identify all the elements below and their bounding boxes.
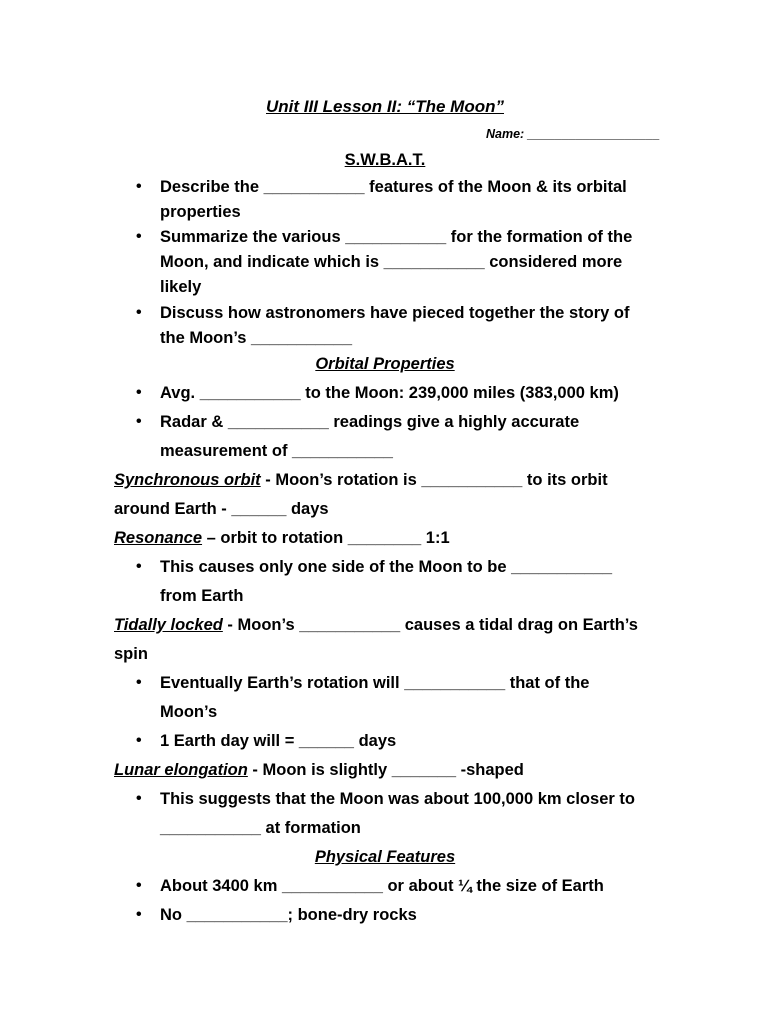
physical-item-1: About 3400 km ___________ or about ¼ the size of Earth: [160, 877, 604, 895]
name-field: Name: ___________________: [486, 127, 660, 141]
resonance-bullet-line-1: This causes only one side of the Moon to be ___________: [160, 558, 613, 576]
lunar-elongation-term: Lunar elongation: [114, 761, 248, 779]
bullet-marker: •: [136, 413, 142, 430]
objective-1-line-2: properties: [160, 203, 241, 221]
orbital-item-1: Avg. ___________ to the Moon: 239,000 miles (383,000 km): [160, 384, 619, 402]
orbital-properties-heading: Orbital Properties: [315, 355, 455, 373]
orbital-item-2-line-1: Radar & ___________ readings give a highly accurate: [160, 413, 580, 431]
tidally-locked-line-2: spin: [114, 645, 148, 663]
elongation-bullet-line-2: ___________ at formation: [160, 819, 361, 837]
page-title: Unit III Lesson II: “The Moon”: [266, 97, 504, 116]
bullet-marker: •: [136, 674, 142, 691]
elongation-bullet-line-1: This suggests that the Moon was about 100,000 km closer to: [160, 790, 635, 808]
objective-3-line-2: the Moon’s ___________: [160, 329, 352, 347]
bullet-marker: •: [136, 877, 142, 894]
bullet-marker: •: [136, 790, 142, 807]
swbat-heading: S.W.B.A.T.: [344, 151, 426, 169]
lunar-elongation-line: Lunar elongation - Moon is slightly _______ -shaped: [114, 761, 524, 779]
bullet-marker: •: [136, 558, 142, 575]
tidally-bullet-2: 1 Earth day will = ______ days: [160, 732, 397, 750]
objective-1-line-1: Describe the ___________ features of the Moon & its orbital: [160, 178, 627, 196]
tidally-bullet-1-line-1: Eventually Earth’s rotation will ___________ that of the: [160, 674, 590, 692]
synchronous-orbit-line-2: around Earth - ______ days: [114, 500, 329, 518]
bullet-marker: •: [136, 304, 142, 321]
objective-2-line-2: Moon, and indicate which is ___________ considered more: [160, 253, 623, 271]
bullet-marker: •: [136, 906, 142, 923]
orbital-item-2-line-2: measurement of ___________: [160, 442, 393, 460]
resonance-bullet-line-2: from Earth: [160, 587, 244, 605]
tidally-locked-term: Tidally locked: [114, 616, 223, 634]
tidally-locked-line-1: Tidally locked - Moon’s ___________ causes a tidal drag on Earth’s: [114, 616, 638, 634]
tidally-bullet-1-line-2: Moon’s: [160, 703, 218, 721]
resonance-line: Resonance – orbit to rotation ________ 1:1: [114, 529, 450, 547]
objective-3-line-1: Discuss how astronomers have pieced together the story of: [160, 304, 630, 322]
physical-features-heading: Physical Features: [314, 848, 456, 866]
bullet-marker: •: [136, 732, 142, 749]
synchronous-orbit-term: Synchronous orbit: [114, 471, 261, 489]
objective-2-line-1: Summarize the various ___________ for the formation of the: [160, 228, 633, 246]
synchronous-orbit-line-1: Synchronous orbit - Moon’s rotation is ___________ to its orbit: [114, 471, 608, 489]
resonance-term: Resonance: [114, 529, 203, 547]
objective-2-line-3: likely: [160, 278, 202, 296]
bullet-marker: •: [136, 384, 142, 401]
bullet-marker: •: [136, 228, 142, 245]
physical-item-2: No ___________; bone-dry rocks: [160, 906, 417, 924]
bullet-marker: •: [136, 178, 142, 195]
